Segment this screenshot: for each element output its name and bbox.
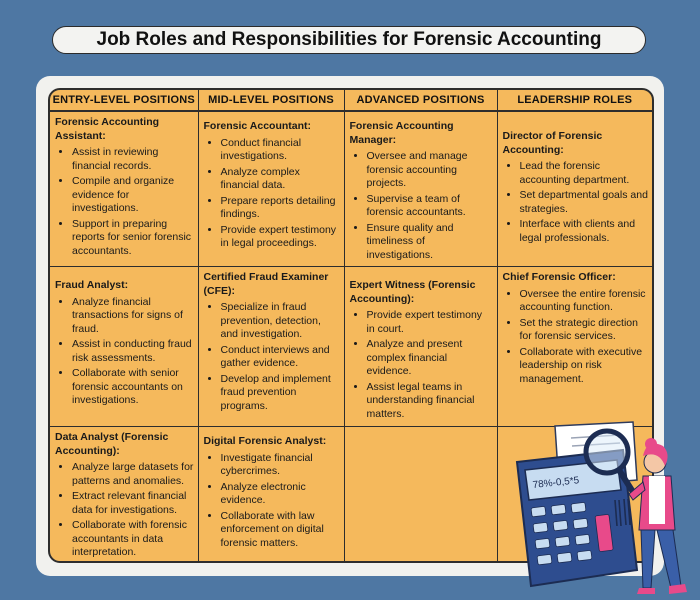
role-title: Forensic Accounting Assistant: [55,116,160,142]
responsibility-item: • Analyze large datasets for patterns and anomalies. [72,461,194,488]
header-mid-level: MID-LEVEL POSITIONS [198,90,344,111]
header-leadership: LEADERSHIP ROLES [497,90,652,111]
role-cell [344,267,497,427]
responsibility-item: • Interface with clients and legal professionals. [520,218,649,245]
responsibility-item: • Collaborate with senior forensic accountants on investigations. [72,367,194,408]
responsibility-item: • Analyze complex financial data. [221,166,340,193]
role-cell [497,111,652,267]
responsibility-item: • Ensure quality and timeliness of investigations. [367,222,493,263]
responsibility-item: • Oversee the entire forensic accounting function. [520,288,649,315]
role-cell [198,427,344,564]
responsibility-item: • Set the strategic direction for forensic services. [520,317,649,344]
role-title: Digital Forensic Analyst: [203,435,327,447]
responsibility-item: • Specialize in fraud prevention, detection, and investigation. [221,301,340,342]
responsibility-item: • Analyze financial transactions for signs of fraud. [72,296,194,337]
role-cell [198,267,344,427]
responsibility-item: • Prepare reports detailing findings. [221,195,340,222]
empty-cell [344,427,497,564]
role-cell [50,427,198,564]
responsibility-item: • Assist in conducting fraud risk assessments. [72,338,194,365]
responsibility-item: • Assist legal teams in understanding financial matters. [367,381,493,422]
header-advanced: ADVANCED POSITIONS [344,90,497,111]
responsibility-item: • Collaborate with forensic accountants in data interpretation. [72,519,194,560]
page-title: Job Roles and Responsibilities for Forensic Accounting [52,26,646,54]
responsibility-item: • Collaborate with executive leadership on risk management. [520,346,649,387]
responsibility-item: • Set departmental goals and strategies. [520,189,649,216]
responsibility-item: • Extract relevant financial data for investigations. [72,490,194,517]
responsibility-item: • Lead the forensic accounting department. [520,160,649,187]
role-cell [497,267,652,427]
role-title: Fraud Analyst: [55,279,129,291]
role-title: Forensic Accountant: [203,120,312,132]
responsibility-item: • Oversee and manage forensic accounting projects. [367,150,493,191]
responsibility-item: • Provide expert testimony in court. [367,309,493,336]
role-cell [50,267,198,427]
responsibility-item: • Analyze electronic evidence. [221,481,340,508]
role-title: Director of Forensic Accounting: [502,130,603,156]
role-title: Expert Witness (Forensic Accounting): [349,279,476,305]
responsibility-item: • Develop and implement fraud prevention programs. [221,373,340,414]
header-entry-level: ENTRY-LEVEL POSITIONS [50,90,198,111]
responsibility-item: • Analyze and present complex financial evidence. [367,338,493,379]
role-cell [50,111,198,267]
responsibility-item: • Assist in reviewing financial records. [72,146,194,173]
responsibility-item: • Compile and organize evidence for investigations. [72,175,194,216]
role-title: Forensic Accounting Manager: [349,120,454,146]
responsibility-item: • Conduct financial investigations. [221,137,340,164]
table-row [50,267,652,427]
responsibility-item: • Collaborate with law enforcement on digital forensic matters. [221,510,340,551]
role-cell [198,111,344,267]
role-title: Chief Forensic Officer: [502,271,616,283]
responsibility-item: • Conduct interviews and gather evidence. [221,344,340,371]
calculator-display: 78%-0,5*5 [532,475,580,491]
role-title: Data Analyst (Forensic Accounting): [55,431,169,457]
responsibility-item: • Support in preparing reports for senior forensic accountants. [72,218,194,259]
role-title: Certified Fraud Examiner (CFE): [203,271,329,297]
responsibility-item: • Supervise a team of forensic accountants. [367,193,493,220]
responsibility-item: • Investigate financial cybercrimes. [221,452,340,479]
header-row [50,90,652,111]
table-row [50,111,652,267]
responsibility-item: • Provide expert testimony in legal proceedings. [221,224,340,251]
role-cell [344,111,497,267]
calculator-illustration [515,420,695,598]
